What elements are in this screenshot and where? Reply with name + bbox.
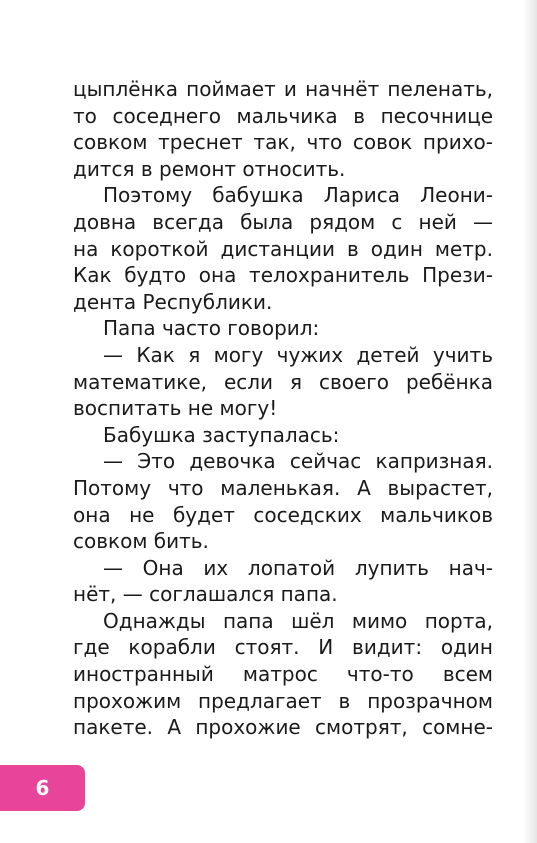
text-line: то соседнего мальчика в песочнице [73, 103, 493, 128]
text-line: Папа часто говорил: [103, 316, 320, 341]
text-line: совком треснет так, что совок прихо- [73, 130, 493, 155]
text-line: прохожим предлагает в прозрачном [73, 688, 493, 713]
text-line: Бабушка заступалась: [103, 422, 340, 447]
text-line: совком бить. [73, 529, 209, 554]
text-line: где корабли стоят. И видит: один [73, 635, 493, 660]
text-line: дента Республики. [73, 289, 273, 314]
text-line: довна всегда была рядом с ней — [73, 209, 493, 234]
page-number: 6 [35, 776, 50, 800]
spine-shadow [523, 0, 537, 843]
text-line: Поэтому бабушка Лариса Леони- [103, 183, 493, 208]
text-line: цыплёнка поймает и начнёт пеленать, [73, 77, 493, 101]
text-line: дится в ремонт относить. [73, 156, 346, 181]
text-line: нёт, — соглашался папа. [73, 582, 338, 607]
text-line: Потому что маленькая. А вырастет, [73, 475, 493, 500]
text-line: — Как я могу чужих детей учить [103, 342, 493, 367]
text-line: Как будто она телохранитель Прези- [73, 263, 493, 288]
text-line: Однажды папа шёл мимо порта, [103, 608, 493, 633]
text-line: иностранный матрос что-то всем [73, 662, 493, 687]
text-line: математике, если я своего ребёнка [73, 369, 493, 394]
body-text [73, 76, 493, 741]
text-line: на короткой дистанции в один метр. [73, 236, 493, 261]
text-line: воспитать не могу! [73, 396, 278, 421]
text-line: — Она их лопатой лупить нач- [103, 555, 493, 580]
text-line: она не будет соседских мальчиков [73, 502, 493, 527]
text-line: — Это девочка сейчас капризная. [103, 449, 493, 474]
text-line: пакете. А прохожие смотрят, сомне- [73, 715, 493, 740]
